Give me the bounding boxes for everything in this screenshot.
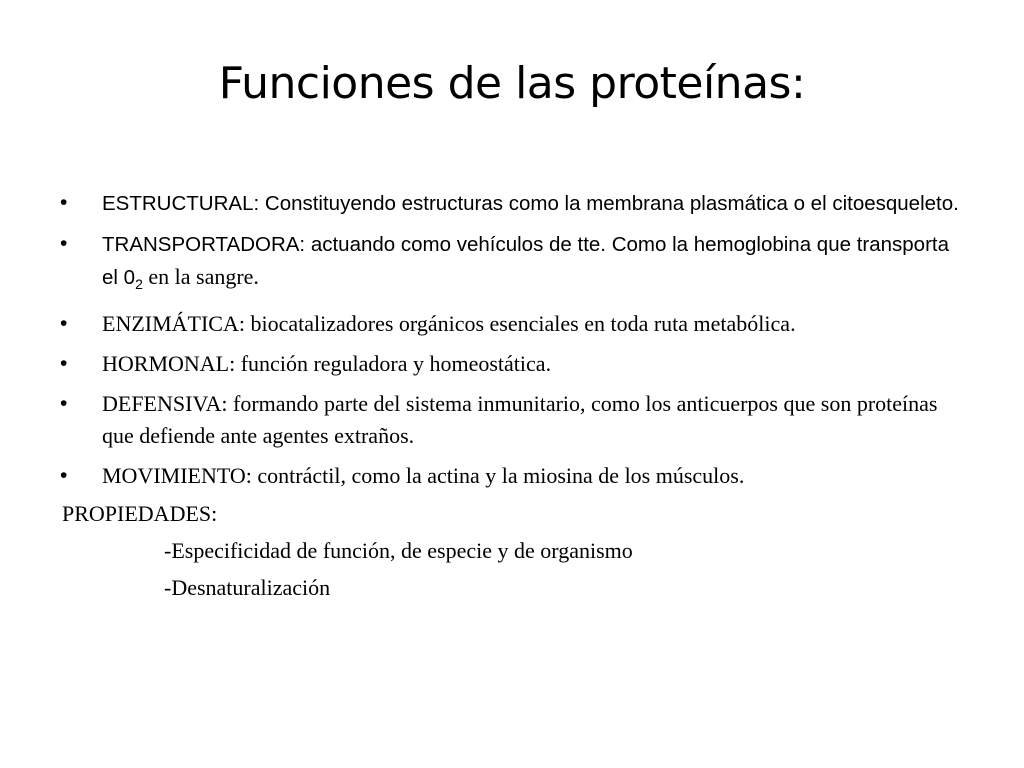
item-label: ESTRUCTURAL:	[102, 192, 260, 215]
item-text: función reguladora y homeostática.	[235, 351, 552, 377]
list-item-transportadora	[60, 228, 965, 300]
list-item-enzimatica	[60, 308, 965, 340]
list-item-movimiento	[60, 460, 965, 492]
item-text: contráctil, como la actina y la miosina de los músculos.	[251, 463, 745, 489]
bullet-icon: •	[60, 464, 68, 488]
list-item-defensiva	[60, 388, 965, 452]
item-label: MOVIMIENTO:	[102, 463, 252, 489]
bullet-icon: •	[60, 392, 68, 416]
bullet-icon: •	[60, 352, 68, 376]
item-text: Constituyendo estructuras como la membrana plasmática o el citoesqueleto.	[259, 192, 959, 215]
item-label: HORMONAL:	[102, 351, 236, 377]
item-label: ENZIMÁTICA:	[102, 311, 245, 337]
property-item: -Especificidad de función, de especie y de organismo	[164, 538, 633, 563]
item-label: DEFENSIVA:	[102, 391, 228, 417]
item-text: actuando como vehículos de tte. Como la hemoglobina que transporta el 0	[102, 233, 950, 289]
list-item-hormonal	[60, 348, 965, 380]
slide-title: Funciones de las proteínas:	[218, 58, 806, 109]
bullet-icon: •	[60, 232, 68, 255]
subscript: 2	[135, 276, 143, 293]
bullet-icon: •	[60, 191, 68, 214]
functions-list	[60, 187, 965, 500]
item-tail: en la sangre.	[142, 264, 259, 289]
list-item-estructural	[60, 187, 965, 220]
item-text: formando parte del sistema inmunitario, como los anticuerpos que son proteínas que defiende ante agentes extraños.	[102, 391, 938, 449]
bullet-icon: •	[60, 312, 68, 336]
item-label: TRANSPORTADORA:	[102, 233, 306, 256]
properties-heading: PROPIEDADES:	[62, 501, 218, 526]
property-item: -Desnaturalización	[164, 575, 331, 600]
item-text: biocatalizadores orgánicos esenciales en toda ruta metabólica.	[244, 311, 796, 337]
